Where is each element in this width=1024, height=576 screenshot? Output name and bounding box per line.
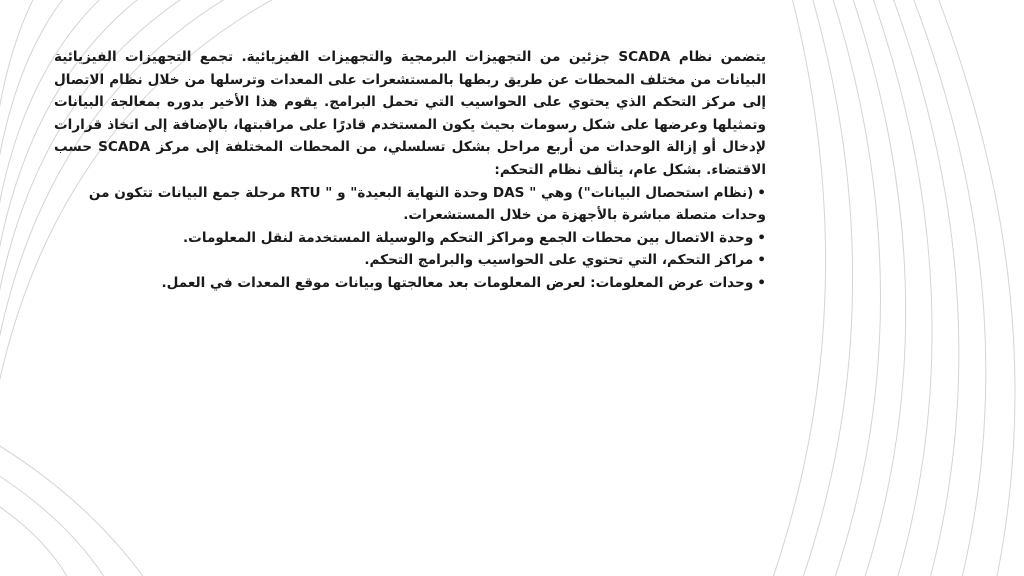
bullet-item	[54, 249, 766, 272]
bullet-marker: •	[757, 184, 766, 201]
bullet-text: وحدات عرض المعلومات: لعرض المعلومات بعد معالجتها وبيانات موقع المعدات في العمل.	[161, 274, 754, 291]
bullet-marker: •	[757, 229, 766, 246]
bullet-text: مراكز التحكم، التي تحتوي على الحواسيب والبرامج التحكم.	[364, 252, 754, 269]
bullet-marker: •	[757, 252, 766, 269]
bullet-item	[54, 182, 766, 227]
bullet-marker: •	[757, 274, 766, 291]
bullet-text: وحدة الاتصال بين محطات الجمع ومراكز التحكم والوسيلة المستخدمة لنقل المعلومات.	[183, 229, 754, 246]
bullet-text: (نظام استحصال البيانات") وهي " DAS وحدة النهاية البعيدة" و " RTU مرحلة جمع البيانات تتكون من وحدات متصلة مباشرة بالأجهزة من خلال المستشعرات.	[88, 184, 766, 224]
slide-body-text	[54, 46, 766, 295]
bullet-item	[54, 272, 766, 295]
bullet-item	[54, 227, 766, 250]
intro-paragraph: يتضمن نظام SCADA جزئين من التجهيزات البرمجية والتجهيزات الفيزيائية. تجمع التجهيزات الفيزيائية البيانات من مختلف المحطات عن طريق ربطها بالمستشعرات على المعدات وترسلها من خلال نظام الاتصال إلى مركز التحكم الذي يحتوي على الحواسيب التي تحمل البرامج. يقوم هذا الأخير بدوره بمعالجة البيانات وتمثيلها وعرضها على شكل رسومات بحيث يكون المستخدم قادرًا على مراقبتها، بالإضافة إلى اتخاذ قرارات لإدخال أو إزالة الوحدات من أربع مراحل بشكل تسلسلي، من المحطات المختلفة إلى مركز SCADA حسب الاقتضاء. بشكل عام، يتألف نظام التحكم:	[54, 49, 766, 178]
